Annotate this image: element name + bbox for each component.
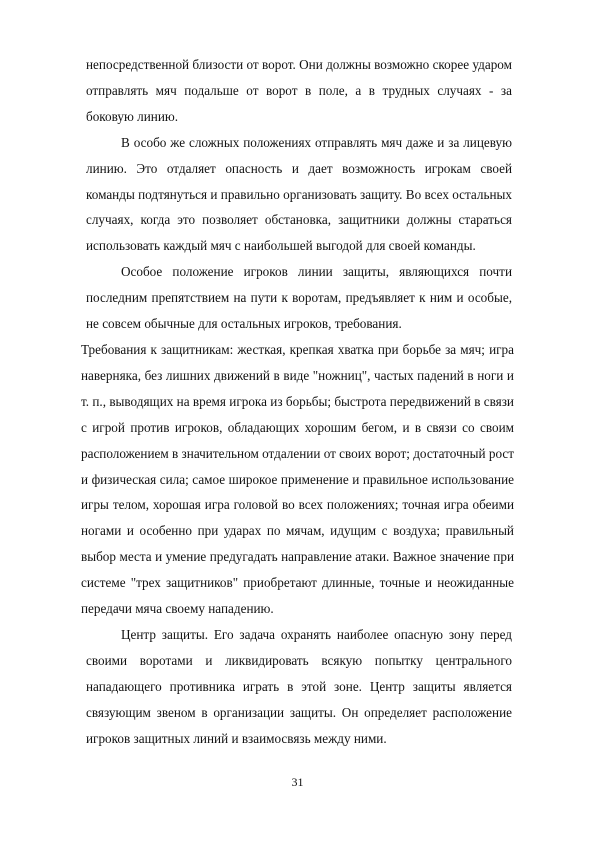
body-text [81, 52, 514, 751]
page-number: 31 [291, 775, 304, 789]
paragraph-defender-requirements: Требования к защитникам: жесткая, крепкая хватка при борьбе за мяч; игра наверняка, без лишних движений в виде "ножниц", частых падений в ноги и т. п., выводящих на время игрока из борьбы; быстрота передвижений в связи с игрой против игроков, обладающих хорошим бегом, и в связи со своим расположением в значительном отдалении от своих ворот; достаточный рост и физическая сила; самое широкое применение и правильное использование игры телом, хорошая игра головой во всех положениях; точная игра обеими ногами и особенно при ударах по мячам, идущим с воздуха; правильный выбор места и умение предугадать направление атаки. Важное значение при системе "трех защитников" приобретают длинные, точные и неожиданные передачи мяча своему нападению. [81, 341, 514, 617]
paragraph-defense-position: Особое положение игроков линии защиты, являющихся почти последним препятствием на пути к воротам, предъявляет к ним и особые, не совсем обычные для остальных игроков, требования. [86, 264, 512, 332]
paragraph-goal-line: В особо же сложных положениях отправлять мяч даже и за лицевую линию. Это отдаляет опасность и дает возможность игрокам своей команды подтянуться и правильно организовать защиту. Во всех остальных случаях, когда это позволяет обстановка, защитники должны стараться использовать каждый мяч с наибольшей выгодой для своей команды. [86, 134, 512, 254]
paragraph-continuation: непосредственной близости от ворот. Они должны возможно скорее ударом отправлять мяч подальше от ворот в поле, а в трудных случаях - за боковую линию. [86, 57, 512, 124]
paragraph-center-back: Центр защиты. Его задача охранять наиболее опасную зону перед своими воротами и ликвидировать всякую попытку центрального нападающего противника играть в этой зоне. Центр защиты является связующим звеном в организации защиты. Он определяет расположение игроков защитных линий и взаимосвязь между ними. [86, 626, 512, 746]
